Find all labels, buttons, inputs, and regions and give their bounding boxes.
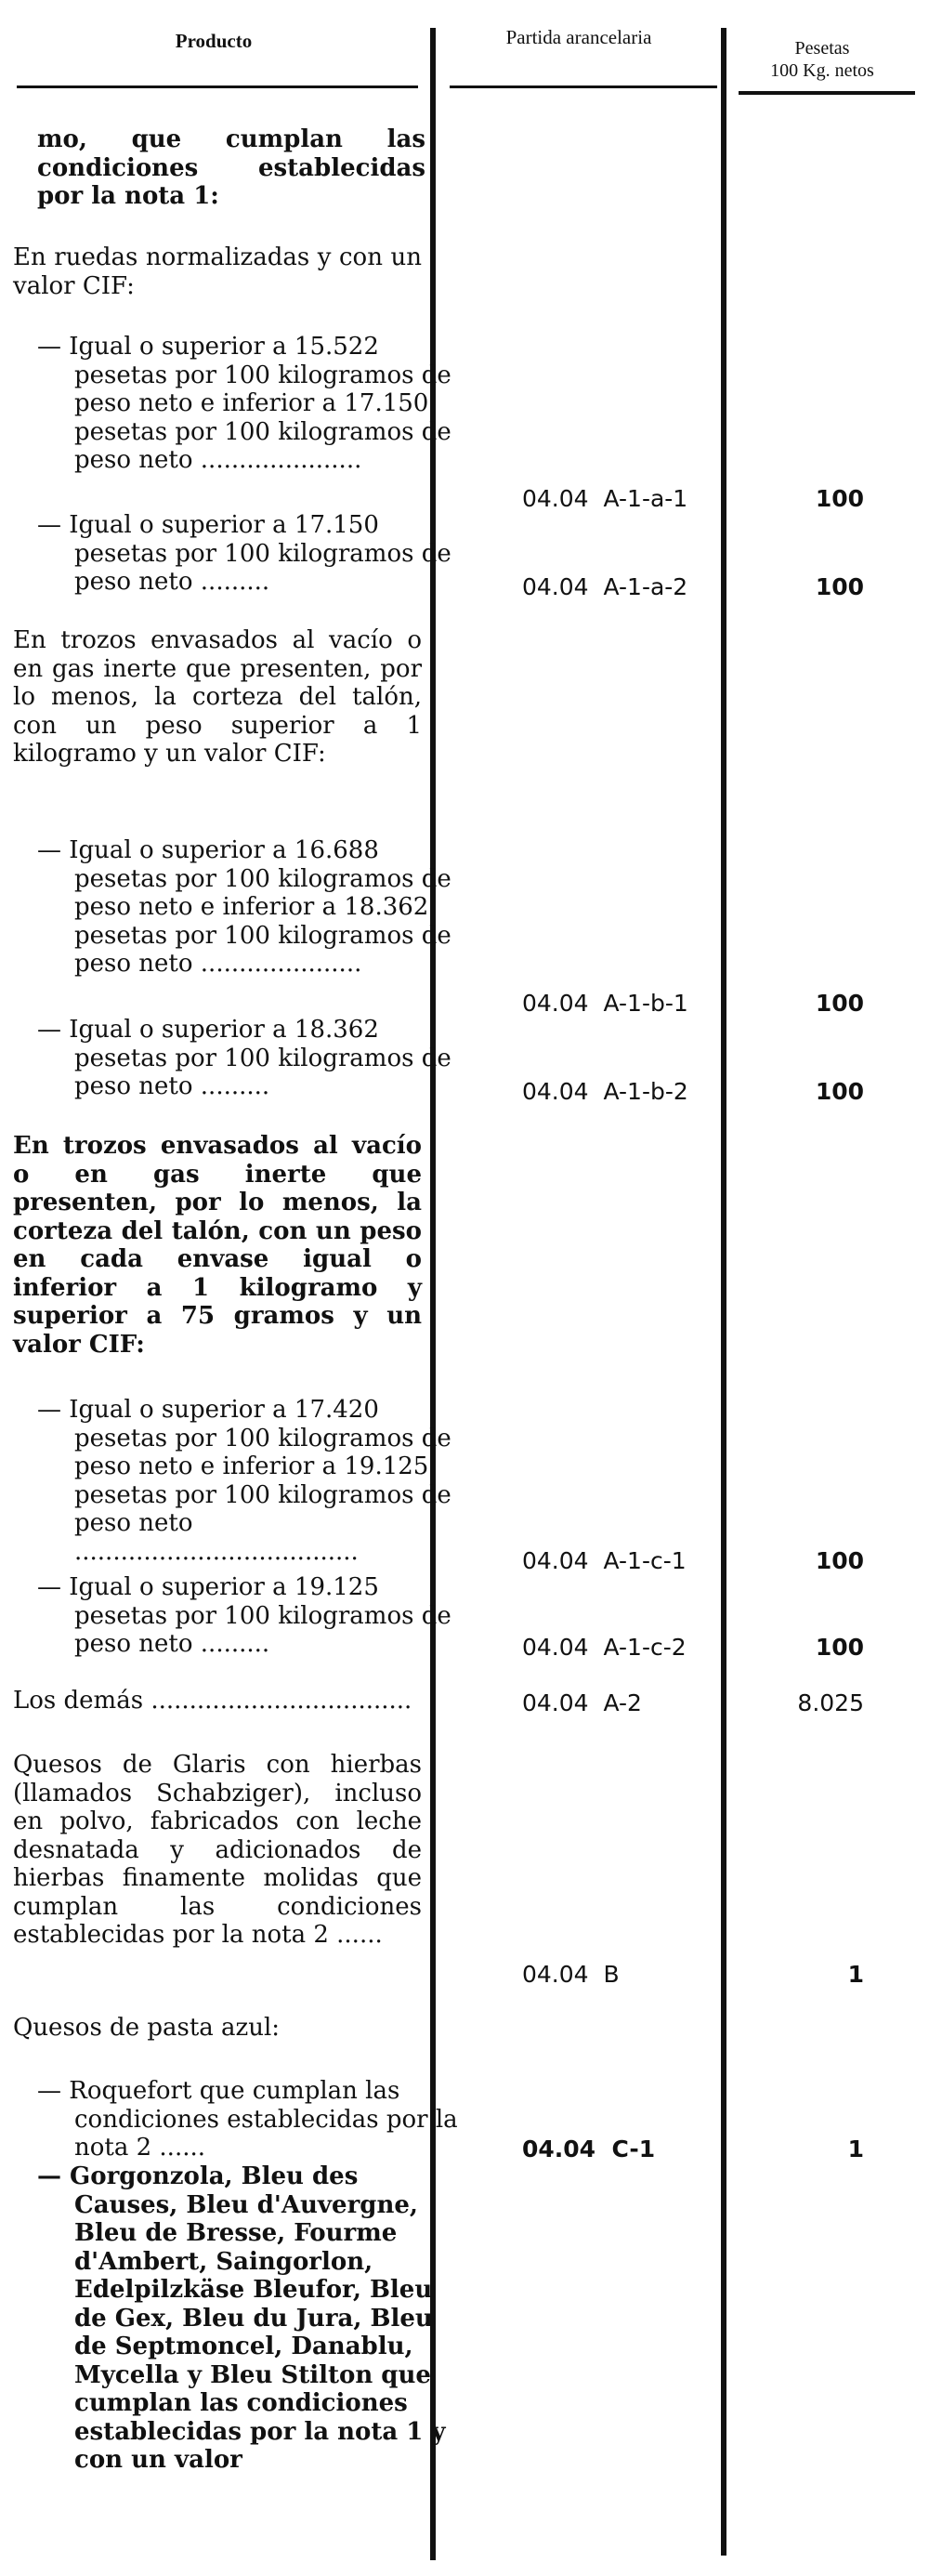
los-demas: Los demás .................................. <box>13 1687 412 1715</box>
value-a-1-a-1: 100 <box>815 485 864 512</box>
gorgonzola-item: — Gorgonzola, Bleu des Causes, Bleu d'Auvergne, Bleu de Bresse, Fourme d'Ambert, Saingorlon, Edelpilzkäse Bleufor, Bleu de Gex, Bleu du Jura, Bleu de Septmoncel, Danablu, Mycella y Bleu Stilton que cumplan las condiciones establecidas por la nota 1 y con un valor <box>37 2162 446 2474</box>
ruedas-item-2: — Igual o superior a 17.150 pesetas por 100 kilogramos de peso neto ......... <box>37 511 451 596</box>
pasta-azul-heading: Quesos de pasta azul: <box>13 2014 281 2042</box>
value-c-1: 1 <box>847 2136 864 2162</box>
trozos-2-heading: En trozos envasados al vacío o en gas inerte que presenten, por lo menos, la corteza del talón, con un peso en cada envase igual o inferior a 1 kilogramo y superior a 75 gramos y un valor CIF: <box>13 1132 422 1359</box>
trozos-1-heading: En trozos envasados al vacío o en gas inerte que presenten, por lo menos, la corteza del talón, con un peso superior a 1 kilogramo y un valor CIF: <box>13 626 422 768</box>
continuation-text: mo, que cumplan las condiciones establecidas por la nota 1: <box>37 125 425 210</box>
code-a-1-a-1: 04.04 A-1-a-1 <box>522 485 688 512</box>
code-a-1-c-2: 04.04 A-1-c-2 <box>522 1634 687 1661</box>
code-a-1-a-2: 04.04 A-1-a-2 <box>522 573 688 600</box>
value-a-1-b-2: 100 <box>815 1078 864 1105</box>
header-pesetas-line1: Pesetas <box>794 38 850 59</box>
trozos-2-item-1: — Igual o superior a 17.420 pesetas por 100 kilogramos de peso neto e inferior a 19.125 pesetas por 100 kilogramos de peso neto ..................................... <box>37 1396 451 1566</box>
trozos-2-item-2: — Igual o superior a 19.125 pesetas por 100 kilogramos de peso neto ......... <box>37 1573 451 1658</box>
code-a-2: 04.04 A-2 <box>522 1689 642 1716</box>
code-c-1: 04.04 C-1 <box>522 2136 656 2162</box>
trozos-1-item-2: — Igual o superior a 18.362 pesetas por 100 kilogramos de peso neto ......... <box>37 1016 451 1100</box>
value-a-1-b-1: 100 <box>815 990 864 1017</box>
value-a-1-a-2: 100 <box>815 573 864 600</box>
header-rule-producto <box>17 85 418 88</box>
code-a-1-b-1: 04.04 A-1-b-1 <box>522 990 688 1017</box>
header-partida: Partida arancelaria <box>505 26 652 48</box>
value-a-1-c-1: 100 <box>815 1547 864 1574</box>
header-pesetas <box>734 37 910 82</box>
code-b: 04.04 B <box>522 1961 620 1988</box>
header-rule-pesetas <box>739 91 915 95</box>
value-a-2: 8.025 <box>797 1689 864 1716</box>
roquefort-item: — Roquefort que cumplan las condiciones establecidas por la nota 2 ...... <box>37 2077 458 2162</box>
value-b: 1 <box>847 1961 864 1988</box>
header-pesetas-line2: 100 Kg. netos <box>770 60 874 81</box>
value-a-1-c-2: 100 <box>815 1634 864 1661</box>
header-rule-partida <box>450 85 717 88</box>
trozos-1-item-1: — Igual o superior a 16.688 pesetas por 100 kilogramos de peso neto e inferior a 18.362 pesetas por 100 kilogramos de peso neto ..................... <box>37 836 451 978</box>
glaris-text: Quesos de Glaris con hierbas (llamados Schabziger), incluso en polvo, fabricados con leche desnatada y adicionados de hierbas finamente molidas que cumplan las condiciones establecidas por la nota 2 ...... <box>13 1751 422 1949</box>
ruedas-heading: En ruedas normalizadas y con un valor CIF: <box>13 243 422 300</box>
header-producto: Producto <box>175 30 253 52</box>
code-a-1-b-2: 04.04 A-1-b-2 <box>522 1078 688 1105</box>
column-divider-right <box>721 28 726 2556</box>
ruedas-item-1: — Igual o superior a 15.522 pesetas por 100 kilogramos de peso neto e inferior a 17.150 pesetas por 100 kilogramos de peso neto ..................... <box>37 333 451 474</box>
code-a-1-c-1: 04.04 A-1-c-1 <box>522 1547 687 1574</box>
